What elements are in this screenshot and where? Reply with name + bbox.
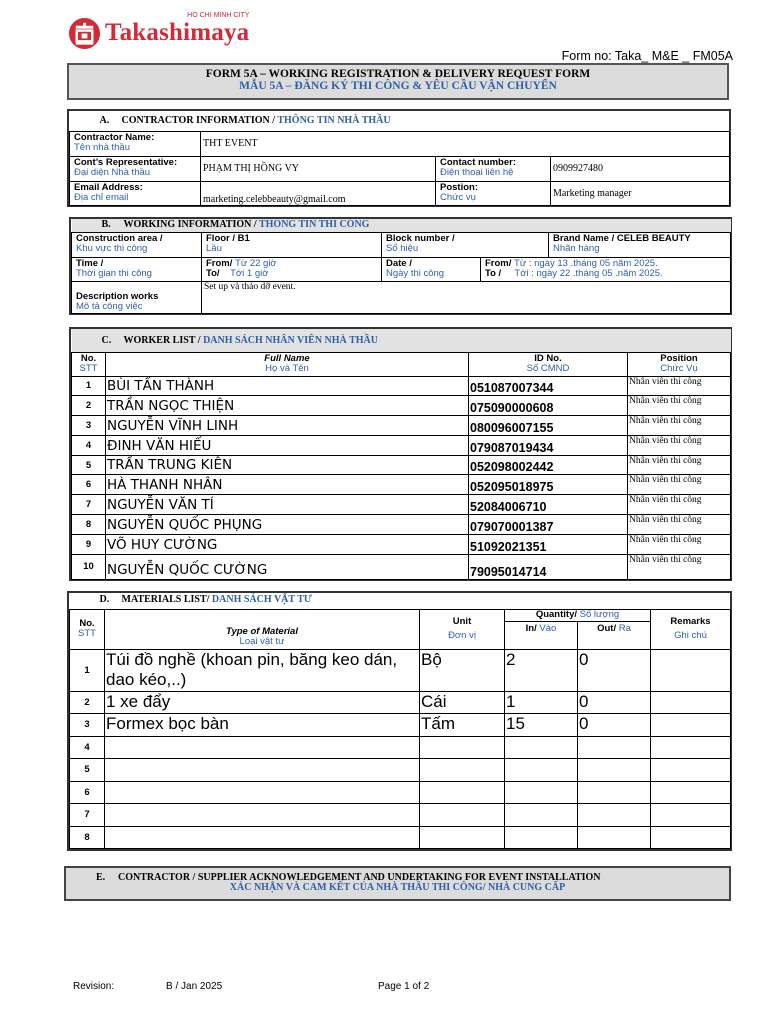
worker-no: 2 bbox=[72, 396, 106, 416]
worker-id: 52084006710 bbox=[469, 495, 628, 515]
mat-col-remarks-header: Remarks Ghi chú bbox=[651, 609, 731, 649]
form-title-box bbox=[67, 63, 729, 100]
page-number: Page 1 of 2 bbox=[378, 981, 430, 992]
representative-label: Cont’s Representative: Đại diện Nhà thầu bbox=[70, 156, 201, 181]
material-remarks bbox=[651, 649, 731, 691]
working-info-table bbox=[71, 219, 731, 314]
worker-no: 1 bbox=[72, 376, 106, 396]
table-row bbox=[70, 826, 731, 849]
table-row bbox=[72, 534, 731, 554]
takashimaya-logo bbox=[68, 12, 250, 50]
mat-col-in-header: In/ Vào bbox=[505, 621, 578, 649]
brand-name-label: Brand Name / CELEB BEAUTY Nhãn hàng bbox=[549, 232, 731, 257]
table-row bbox=[72, 515, 731, 535]
material-out bbox=[578, 736, 651, 759]
worker-list-table bbox=[71, 329, 731, 580]
material-in: 2 bbox=[505, 649, 578, 691]
material-in bbox=[505, 826, 578, 849]
revision-value: B / Jan 2025 bbox=[166, 981, 223, 992]
material-type: Formex bọc bàn bbox=[105, 714, 420, 737]
worker-no: 5 bbox=[72, 455, 106, 475]
representative-value: PHẠM THỊ HỒNG VY bbox=[201, 156, 436, 181]
material-no: 2 bbox=[70, 691, 105, 714]
material-no: 5 bbox=[70, 759, 105, 782]
contact-number-label: Contact number: Điện thoại liên hệ bbox=[436, 156, 551, 181]
mat-col-out-header: Out/ Ra bbox=[578, 621, 651, 649]
date-label: Date / Ngày thi công bbox=[382, 257, 481, 281]
material-in bbox=[505, 781, 578, 804]
table-row bbox=[72, 554, 731, 579]
material-no: 7 bbox=[70, 804, 105, 827]
material-type bbox=[105, 781, 420, 804]
material-out bbox=[578, 804, 651, 827]
worker-position: Nhân viên thi công bbox=[628, 435, 731, 455]
contractor-info-table bbox=[69, 111, 730, 206]
section-b-header: B. WORKING INFORMATION / THÔNG TIN THI CÔNG bbox=[72, 219, 731, 232]
time-label: Time / Thời gian thi công bbox=[72, 257, 202, 281]
worker-id: 79095014714 bbox=[469, 554, 628, 579]
worker-name: TRẦN NGỌC THIỆN bbox=[106, 396, 469, 416]
worker-no: 7 bbox=[72, 495, 106, 515]
floor-label: Floor / B1 Lầu bbox=[202, 232, 382, 257]
material-unit bbox=[420, 736, 505, 759]
col-no-header: No. STT bbox=[72, 352, 106, 376]
worker-position: Nhân viên thi công bbox=[628, 416, 731, 436]
section-d-header: D. MATERIALS LIST/ DANH SÁCH VẬT TƯ bbox=[70, 593, 731, 609]
worker-no: 6 bbox=[72, 475, 106, 495]
material-unit: Tấm bbox=[420, 714, 505, 737]
contractor-name-label: Contractor Name: Tên nhà thầu bbox=[70, 131, 201, 156]
material-no: 4 bbox=[70, 736, 105, 759]
table-row bbox=[72, 396, 731, 416]
material-unit bbox=[420, 804, 505, 827]
material-type bbox=[105, 736, 420, 759]
worker-position: Nhân viên thi công bbox=[628, 554, 731, 579]
contractor-name-value: THT EVENT bbox=[201, 131, 730, 156]
worker-position: Nhân viên thi công bbox=[628, 396, 731, 416]
material-in bbox=[505, 736, 578, 759]
material-unit: Cái bbox=[420, 691, 505, 714]
time-range: From/ Từ 22 giờ To/ Tới 1 giờ bbox=[202, 257, 382, 281]
worker-name: ĐINH VĂN HIẾU bbox=[106, 435, 469, 455]
table-row bbox=[70, 736, 731, 759]
worker-id: 079087019434 bbox=[469, 435, 628, 455]
table-row bbox=[72, 435, 731, 455]
form-title-en: FORM 5A – WORKING REGISTRATION & DELIVERY REQUEST FORM bbox=[205, 68, 591, 80]
revision-label: Revision: bbox=[73, 981, 115, 992]
table-row bbox=[72, 376, 731, 396]
material-in: 15 bbox=[505, 714, 578, 737]
material-out: 0 bbox=[578, 649, 651, 691]
form-number: Form no: Taka_ M&E _ FM05A bbox=[561, 49, 733, 63]
worker-position: Nhân viên thi công bbox=[628, 455, 731, 475]
material-unit bbox=[420, 759, 505, 782]
table-row bbox=[72, 455, 731, 475]
worker-name: NGUYỄN VĂN TÍ bbox=[106, 495, 469, 515]
section-c bbox=[69, 327, 732, 581]
material-unit: Bộ bbox=[420, 649, 505, 691]
position-value: Marketing manager bbox=[551, 181, 730, 205]
email-label: Email Address: Địa chỉ email bbox=[70, 181, 201, 205]
section-e-title-en: CONTRACTOR / SUPPLIER ACKNOWLEDGEMENT AND UNDERTAKING FOR EVENT INSTALLATION bbox=[118, 872, 601, 883]
table-row bbox=[70, 804, 731, 827]
materials-list-table bbox=[69, 593, 731, 849]
mat-col-no-header: No. STT bbox=[70, 609, 105, 649]
form-title-vi: MẪU 5A – ĐĂNG KÝ THI CÔNG & YÊU CẦU VẬN CHUYỂN bbox=[239, 80, 557, 92]
section-e-title-vi: XÁC NHẬN VÀ CAM KẾT CỦA NHÀ THẦU THI CÔNG/ NHÀ CUNG CẤP bbox=[229, 882, 566, 893]
table-row bbox=[70, 649, 731, 691]
worker-name: NGUYỄN VĨNH LINH bbox=[106, 416, 469, 436]
material-out: 0 bbox=[578, 691, 651, 714]
section-b bbox=[69, 217, 732, 315]
construction-area-label: Construction area / Khu vực thi công bbox=[72, 232, 202, 257]
worker-id: 080096007155 bbox=[469, 416, 628, 436]
table-row bbox=[72, 495, 731, 515]
section-c-header: C. WORKER LIST / DANH SÁCH NHÂN VIÊN NHÀ THẦU bbox=[72, 329, 731, 352]
col-id-header: ID No. Số CMND bbox=[469, 352, 628, 376]
table-row bbox=[70, 691, 731, 714]
material-remarks bbox=[651, 714, 731, 737]
position-label: Postion: Chức vụ bbox=[436, 181, 551, 205]
material-in bbox=[505, 804, 578, 827]
material-no: 6 bbox=[70, 781, 105, 804]
material-type bbox=[105, 804, 420, 827]
material-remarks bbox=[651, 826, 731, 849]
worker-no: 3 bbox=[72, 416, 106, 436]
worker-name: NGUYỄN QUỐC CƯỜNG bbox=[106, 554, 469, 579]
logo-wordmark: Takashimaya HO CHI MINH CITY bbox=[105, 12, 250, 46]
description-value: Set up và tháo dỡ event. bbox=[202, 281, 731, 313]
worker-name: BÙI TẤN THÀNH bbox=[106, 376, 469, 396]
table-row bbox=[72, 475, 731, 495]
worker-position: Nhân viên thi công bbox=[628, 475, 731, 495]
material-in: 1 bbox=[505, 691, 578, 714]
logo-city: HO CHI MINH CITY bbox=[187, 12, 250, 19]
worker-id: 051087007344 bbox=[469, 376, 628, 396]
contact-number-value: 0909927480 bbox=[551, 156, 730, 181]
worker-position: Nhân viên thi công bbox=[628, 515, 731, 535]
block-number-label: Block number / Số hiệu bbox=[382, 232, 549, 257]
col-position-header: Position Chức Vụ bbox=[628, 352, 731, 376]
worker-name: HÀ THANH NHÂN bbox=[106, 475, 469, 495]
worker-name: NGUYỄN QUỐC PHỤNG bbox=[106, 515, 469, 535]
material-type bbox=[105, 826, 420, 849]
table-row bbox=[70, 759, 731, 782]
material-remarks bbox=[651, 804, 731, 827]
col-name-header: Full Name Họ và Tên bbox=[106, 352, 469, 376]
worker-position: Nhân viên thi công bbox=[628, 376, 731, 396]
table-row bbox=[72, 416, 731, 436]
table-row bbox=[70, 714, 731, 737]
material-remarks bbox=[651, 736, 731, 759]
material-no: 1 bbox=[70, 649, 105, 691]
worker-name: TRẦN TRUNG KIÊN bbox=[106, 455, 469, 475]
worker-no: 10 bbox=[72, 554, 106, 579]
material-in bbox=[505, 759, 578, 782]
email-value: marketing.celebbeauty@gmail.com bbox=[201, 181, 436, 205]
material-type bbox=[105, 759, 420, 782]
worker-no: 8 bbox=[72, 515, 106, 535]
date-range: From/ Từ : ngày 13 .tháng 05 năm 2025. To / Tới : ngày 22 .tháng 05 .năm 2025. bbox=[481, 257, 731, 281]
mat-col-quantity-header: Quantity/ Số lượng bbox=[505, 609, 651, 621]
material-remarks bbox=[651, 781, 731, 804]
material-unit bbox=[420, 826, 505, 849]
worker-no: 9 bbox=[72, 534, 106, 554]
worker-id: 075090000608 bbox=[469, 396, 628, 416]
worker-position: Nhân viên thi công bbox=[628, 534, 731, 554]
material-remarks bbox=[651, 691, 731, 714]
worker-id: 052095018975 bbox=[469, 475, 628, 495]
material-type: Túi đồ nghề (khoan pin, băng keo dán, dao kéo,..) bbox=[105, 649, 420, 691]
material-remarks bbox=[651, 759, 731, 782]
material-out bbox=[578, 781, 651, 804]
material-unit bbox=[420, 781, 505, 804]
material-no: 8 bbox=[70, 826, 105, 849]
mat-col-type-header: Type of Material Loại vật tư bbox=[105, 609, 420, 649]
section-a bbox=[67, 109, 731, 207]
worker-id: 51092021351 bbox=[469, 534, 628, 554]
description-label: Description works Mô tả công việc bbox=[72, 281, 202, 313]
section-d bbox=[67, 591, 732, 851]
section-e: E. CONTRACTOR / SUPPLIER ACKNOWLEDGEMENT AND UNDERTAKING FOR EVENT INSTALLATION XÁC NHẬN VÀ CAM KẾT CỦA NHÀ THẦU THI CÔNG/ NHÀ CUNG CẤP bbox=[64, 866, 731, 901]
section-a-header: A. CONTRACTOR INFORMATION / THÔNG TIN NHÀ THẦU bbox=[70, 111, 730, 131]
material-no: 3 bbox=[70, 714, 105, 737]
material-out bbox=[578, 826, 651, 849]
material-type: 1 xe đẩy bbox=[105, 691, 420, 714]
mat-col-unit-header: Unit Đơn vị bbox=[420, 609, 505, 649]
worker-id: 052098002442 bbox=[469, 455, 628, 475]
material-out bbox=[578, 759, 651, 782]
worker-name: VÕ HUY CƯỜNG bbox=[106, 534, 469, 554]
worker-position: Nhân viên thi công bbox=[628, 495, 731, 515]
takashimaya-seal-icon bbox=[68, 17, 101, 50]
material-out: 0 bbox=[578, 714, 651, 737]
table-row bbox=[70, 781, 731, 804]
worker-id: 079070001387 bbox=[469, 515, 628, 535]
worker-no: 4 bbox=[72, 435, 106, 455]
